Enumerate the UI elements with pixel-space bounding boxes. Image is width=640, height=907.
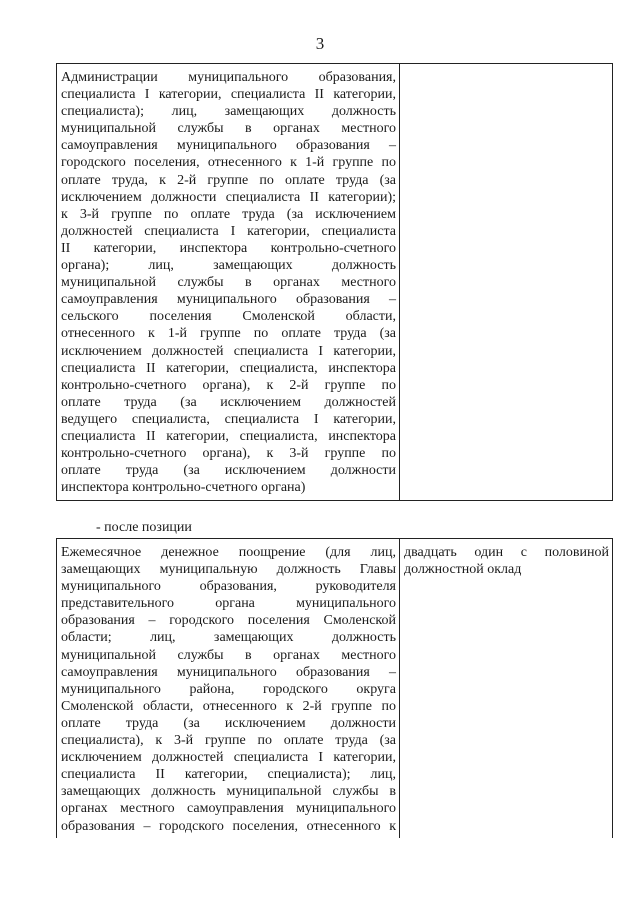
- text-line: оплате труда (за исключением должностей: [61, 394, 396, 410]
- regulation-table-top: [56, 63, 613, 501]
- text-line: самоуправления муниципального образования –: [61, 138, 396, 154]
- text-line: исключением должностей специалиста I категории,: [61, 343, 396, 359]
- table-row: [57, 64, 613, 501]
- text-line: исключением должностей специалиста I категории,: [61, 750, 396, 766]
- text-line: специалиста), к 3-й группе по оплате труда (за: [61, 733, 396, 749]
- text-line: должностной оклад: [404, 562, 522, 578]
- page-number: 3: [315, 34, 325, 53]
- text-line: образования – городского поселения Смоленской: [61, 613, 396, 629]
- text-line: II категории, инспектора контрольно-счетного: [61, 240, 396, 256]
- text-line: оплате труда, к 2-й группе по оплате труда (за: [61, 172, 396, 188]
- text-line: специалиста II категории, специалиста, инспектора: [61, 428, 396, 444]
- text-line: сельского поселения Смоленской области,: [61, 309, 396, 325]
- text-line: самоуправления муниципального образования –: [61, 292, 396, 308]
- text-line: Смоленской области, отнесенного к 2-й группе по: [61, 698, 396, 714]
- insertion-note: - после позиции: [96, 520, 192, 535]
- text-line: муниципального района, городского округа: [61, 681, 396, 697]
- text-line: муниципальной службы в органах местного: [61, 121, 396, 137]
- text-line: замещающих должность муниципальной службы в: [61, 784, 396, 800]
- text-line: образования – городского поселения, отнесенного к: [61, 818, 396, 834]
- text-line: контрольно-счетного органа), к 3-й группе по: [61, 446, 396, 462]
- text-line: муниципальной службы в органах местного: [61, 647, 396, 663]
- text-line: органа); лиц, замещающих должность: [61, 258, 396, 274]
- payment-amount-cell: [400, 539, 613, 838]
- text-line: самоуправления муниципального образования –: [61, 664, 396, 680]
- position-description-cell: [57, 539, 400, 838]
- text-line: представительного органа муниципального: [61, 596, 396, 612]
- text-line: инспектора контрольно-счетного органа): [61, 480, 306, 496]
- text-line: органах местного самоуправления муниципального: [61, 801, 396, 817]
- text-line: отнесенного к 1-й группе по оплате труда (за: [61, 326, 396, 342]
- text-line: к 3-й группе по оплате труда (за исключением: [61, 206, 396, 222]
- text-line: специалиста II категории, специалиста); лиц,: [61, 767, 396, 783]
- text-line: должностей специалиста I категории, специалиста: [61, 223, 396, 239]
- regulation-table-bottom: [56, 538, 613, 838]
- text-line: муниципальной службы в органах местного: [61, 275, 396, 291]
- text-line: специалиста); лиц, замещающих должность: [61, 104, 396, 120]
- text-line: оплате труда (за исключением должности: [61, 463, 396, 479]
- text-line: специалиста I категории, специалиста II категории,: [61, 87, 396, 103]
- text-line: двадцать один с половиной: [404, 545, 609, 560]
- text-line: Администрации муниципального образования,: [61, 70, 396, 85]
- text-line: области; лиц, замещающих должность: [61, 630, 396, 646]
- payment-amount-cell: [400, 64, 613, 501]
- text-line: специалиста II категории, специалиста, инспектора: [61, 360, 396, 376]
- text-line: контрольно-счетного органа), к 2-й группе по: [61, 377, 396, 393]
- table-row: [57, 539, 613, 838]
- text-line: замещающих муниципальную должность Главы: [61, 562, 396, 578]
- text-line: городского поселения, отнесенного к 1-й группе по: [61, 155, 396, 171]
- payment-amount-text: [404, 544, 609, 578]
- text-line: ведущего специалиста, специалиста I категории,: [61, 411, 396, 427]
- text-line: Ежемесячное денежное поощрение (для лиц,: [61, 545, 396, 560]
- text-line: оплате труда (за исключением должности: [61, 715, 396, 731]
- text-line: муниципального образования, руководителя: [61, 579, 396, 595]
- position-description-text: [61, 544, 396, 835]
- position-description-text: [61, 69, 396, 496]
- text-line: исключением должности специалиста II категории);: [61, 189, 396, 205]
- position-description-cell: [57, 64, 400, 501]
